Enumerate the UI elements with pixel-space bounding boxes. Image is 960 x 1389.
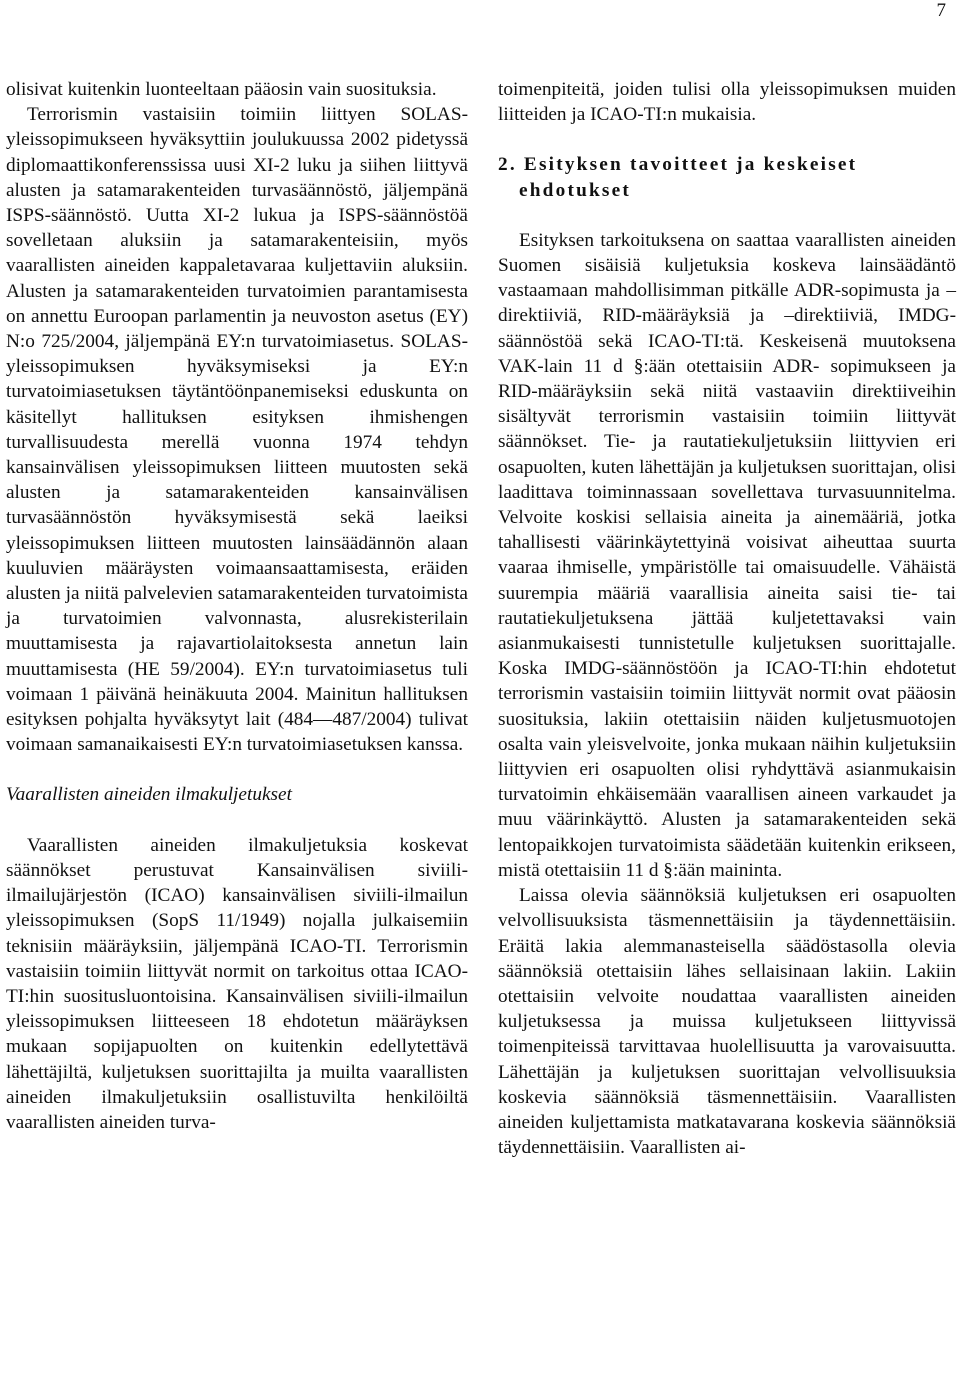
page-number: 7	[936, 0, 946, 21]
right-paragraph-2: Esityksen tarkoituksena on saattaa vaarallisten aineiden Suomen sisäisiä kuljetuksia koskeva lainsäädäntö vastaamaan mahdollisimman pitkälle ADR-sopimusta ja – direktiiviä, RID-määräyksiä ja –direktiiviä, IMDG-säännöstöä sekä ICAO-TI:tä. Keskeisenä muutoksena VAK-lain 11 d §:ään otettaisiin ADR- sopimukseen ja RID-määräyksiin sekä niitä vastaaviin direktiiveihin sisältyvät terrorismin vastaisiin toimiin liittyvät säännökset. Tie- ja rautatiekuljetuksiin liittyvien eri osapuolten, kuten lähettäjän ja kuljetuksen suorittajan, olisi laadittava toiminnassaan sovellettava turvasuunnitelma. Velvoite koskisi sellaisia aineita ja ainemääriä, jotka tahallisesti väärinkäytettyinä voisivat aiheuttaa suurta vaaraa ihmiselle, ympäristölle tai omaisuudelle. Vähäistä suurempia määriä vaarallisia aineita saisi tie- tai rautatiekuljetuksena jättää kuljetettavaksi vain asianmukaisesti tunnistetulle kuljetuksen suorittajalle. Koska IMDG-säännöstöön ja ICAO-TI:hin ehdotetut terrorismin vastaisiin toimiin liittyvät normit ovat pääosin suosituksia, lakiin otettaisiin näiden kuljetusmuotojen osalta vain yleisvelvoite, jonka mukaan näihin kuljetuksiin liittyvien eri osapuolten olisi ryhdyttävä asianmukaisin turvatoimin ehkäisemään vaarallisen aineen varkaudet ja muu väärinkäyttö. Alusten ja satamarakenteiden sekä lentopaikkojen turvatoimista säädetään kuitenkin erikseen, mistä otettaisiin 11 d §:ään maininta.	[498, 229, 956, 881]
left-paragraph-2: Terrorismin vastaisiin toimiin liittyen SOLAS-yleissopimukseen hyväksyttiin joulukuussa 2002 pidetyssä diplomaattikonferenssissa uusi XI-2 luku ja siihen liittyvä alusten ja satamarakenteiden turvasäännöstö, jäljempänä ISPS-säännöstö. Uutta XI-2 lukua ja ISPS-säännöstöä sovelletaan aluksiin ja satamarakenteisiin, myös vaarallisten aineiden kappaletavaraa kuljettaviin aluksiin. Alusten ja satamarakenteiden turvatoimien parantamisesta on annettu Euroopan parlamentin ja neuvoston asetus (EY) N:o 725/2004, jäljempänä EY:n turvatoimiasetus. SOLAS-yleissopimuksen hyväksymiseksi ja EY:n turvatoimiasetuksen täytäntöönpanemiseksi eduskunta on käsitellyt hallituksen esityksen ihmishengen turvallisuudesta merellä vuonna 1974 tehdyn kansainvälisen yleissopimuksen liitteen muutosten sekä alusten ja satamarakenteiden kansainvälisen turvasäännöstön hyväksymisestä sekä laeiksi yleissopimuksen liitteen muutosten lainsäädännön alaan kuuluvien määräysten voimaansaattamisesta, eräiden alusten ja niitä palvelevien satamarakenteiden turvatoimista ja turvatoimien valvonnasta, alusrekisterilain muuttamisesta ja rajavartiolaitoksesta annetun lain muuttamisesta (HE 59/2004). EY:n turvatoimiasetus tuli voimaan 1 päivänä heinäkuuta 2004. Mainitun hallituksen esityksen pohjalta hyväksytyt lait (484—487/2004) tulivat voimaan samanaikaisesti EY:n turvatoimiasetuksen kanssa.	[6, 104, 468, 756]
section-heading-2: 2. Esityksen tavoitteet ja keskeiset ehdotukset	[498, 154, 858, 201]
subheading-air-transport: Vaarallisten aineiden ilmakuljetukset	[6, 784, 292, 806]
left-paragraph-3: Vaarallisten aineiden ilmakuljetuksia koskevat säännökset perustuvat Kansainvälisen siviili-ilmailujärjestön (ICAO) kansainvälisen siviili-ilmailun yleissopimuksen (SopS 11/1949) nojalla julkaisemiin teknisiin määräyksiin, jäljempänä ICAO-TI. Terrorismin vastaisiin toimiin liittyvät normit on tarkoitus ottaa ICAO-TI:hin suositusluontoisina. Kansainvälisen siviili-ilmailun yleissopimuksen liitteeseen 18 ehdotetun määräyksen mukaan sopijapuolten on kuitenkin edellytettävä lähettäjiltä, kuljetuksen suorittajilta ja muilta vaarallisten aineiden ilmakuljetuksiin osallistuvilta henkilöiltä vaarallisten aineiden turva-	[6, 834, 468, 1133]
left-paragraph-1: olisivat kuitenkin luonteeltaan pääosin vain suosituksia.	[6, 79, 437, 100]
right-paragraph-1: toimenpiteitä, joiden tulisi olla yleissopimuksen muiden liitteiden ja ICAO-TI:n mukaisia.	[498, 79, 956, 126]
right-column	[498, 77, 956, 1160]
left-column	[6, 77, 468, 1135]
right-paragraph-3: Laissa olevia säännöksiä kuljetuksen eri osapuolten velvollisuuksista täsmennettäisiin ja täydennettäisiin. Eräitä lakia alemmanasteisella säädöstasolla olevia säännöksiä otettaisiin lähes sellaisinaan lakiin. Lakiin otettaisiin velvoite noudattaa vaarallisten aineiden kuljetuksessa ja muissa kuljetukseen liittyvissä toimenpiteissä tarvittavaa huolellisuutta ja varovaisuutta. Lähettäjän ja kuljetuksen suorittajan velvollisuuksia koskevia säännöksiä täsmennettäisiin. Vaarallisten aineiden kuljettamista matkatavarana koskevia säännöksiä täydennettäisiin. Vaarallisten ai-	[498, 885, 956, 1159]
